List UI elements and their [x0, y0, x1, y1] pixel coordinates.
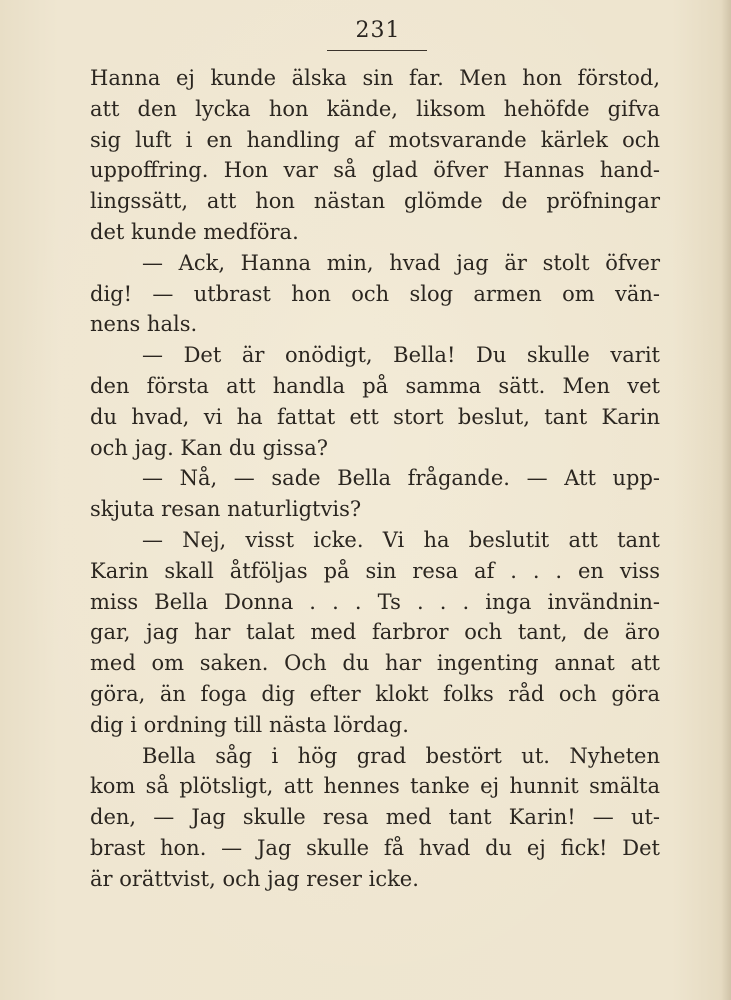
text-line: — Det är onödigt, Bella! Du skulle varit	[142, 343, 660, 368]
text-line: göra, än foga dig efter klokt folks råd och göra	[90, 681, 660, 706]
text-line: Bella såg i hög grad bestört ut. Nyheten	[142, 743, 660, 768]
text-line: lingssätt, att hon nästan glömde de pröfningar	[90, 189, 660, 214]
text-line: med om saken. Och du har ingenting annat att	[90, 651, 660, 676]
text-line: Hanna ej kunde älska sin far. Men hon förstod,	[90, 66, 660, 90]
page-number: 231	[355, 18, 401, 43]
text-line: och jag. Kan du gissa?	[90, 435, 328, 460]
text-line: den första att handla på samma sätt. Men vet	[90, 373, 660, 398]
text-line: skjuta resan naturligtvis?	[90, 497, 362, 522]
page-edge-shadow	[721, 0, 731, 1000]
text-line: — Ack, Hanna min, hvad jag är stolt öfver	[142, 250, 660, 275]
text-line: att den lycka hon kände, liksom hehöfde gifva	[90, 96, 660, 121]
text-line: du hvad, vi ha fattat ett stort beslut, tant Karin	[90, 404, 660, 429]
page-number-rule	[327, 50, 427, 51]
text-line: nens hals.	[90, 312, 198, 337]
text-line: dig i ordning till nästa lördag.	[90, 712, 409, 737]
text-line: är orättvist, och jag reser icke.	[90, 866, 419, 891]
text-line: gar, jag har talat med farbror och tant, de äro	[90, 620, 660, 645]
text-line: Karin skall åtföljas på sin resa af . . . en viss	[90, 558, 660, 583]
text-line: brast hon. — Jag skulle få hvad du ej fick! Det	[90, 835, 660, 860]
text-line: kom så plötsligt, att hennes tanke ej hunnit smälta	[90, 774, 660, 799]
text-line: sig luft i en handling af motsvarande kärlek och	[90, 127, 660, 152]
body-text	[90, 63, 660, 895]
text-line: den, — Jag skulle resa med tant Karin! — ut-	[90, 805, 660, 830]
text-line: miss Bella Donna . . . Ts . . . inga invändnin-	[90, 589, 660, 614]
text-line: uppoffring. Hon var så glad öfver Hannas hand-	[90, 158, 660, 183]
text-line: — Nå, — sade Bella frågande. — Att upp-	[142, 466, 660, 491]
text-line: dig! — utbrast hon och slog armen om vän-	[90, 281, 660, 306]
text-line: det kunde medföra.	[90, 219, 299, 244]
text-line: — Nej, visst icke. Vi ha beslutit att tant	[142, 527, 660, 552]
